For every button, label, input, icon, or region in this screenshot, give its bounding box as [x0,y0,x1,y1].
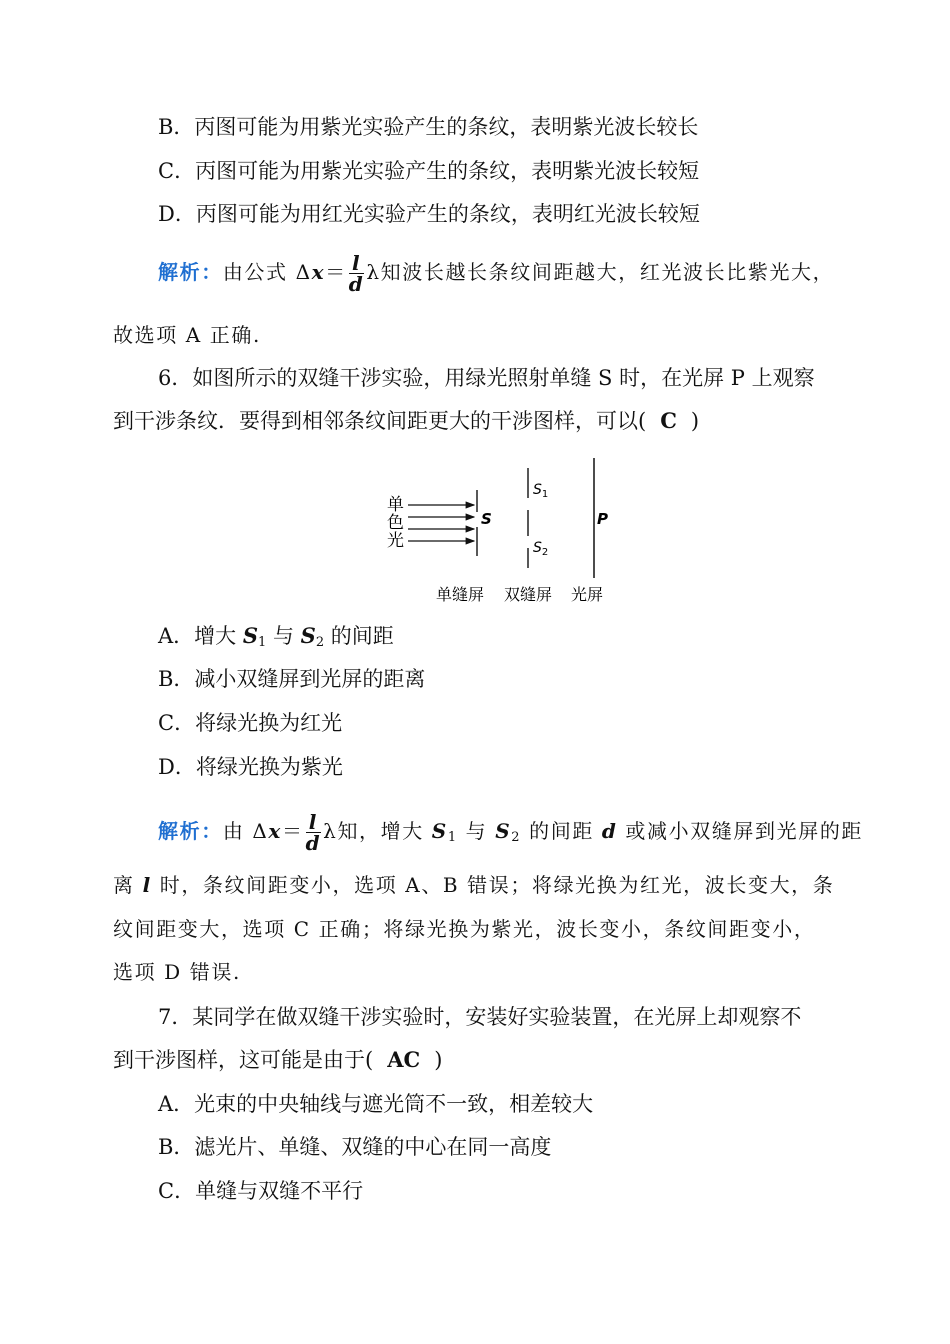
q7-option-c: C．单缝与双缝不平行 [158,1179,364,1203]
analysis-text: 由公式 Δ [222,260,312,284]
q6-analysis-line2 [113,870,834,900]
slit-s1-label: $S_1$ [533,482,549,500]
double-slit-diagram [370,452,620,612]
answer-choice: C [660,408,677,433]
q6-analysis-line3: 纹间距变大，选项 C 正确；将绿光换为紫光，波长变小，条纹间距变小， [113,917,816,941]
analysis-text: 时，条纹间距变小，选项 A、B 错误；将绿光换为红光，波长变大，条 [151,873,835,897]
light-label-char: 光 [387,531,404,551]
fraction-denominator: d [305,831,322,855]
analysis-text: 与 [457,819,496,843]
stem-text: 到干涉图样，这可能是由于( [113,1048,374,1072]
stem-text: 到干涉条纹．要得到相邻条纹间距更大的干涉图样，可以( [113,409,647,433]
option-text: A．增大 [158,624,243,648]
subscript: 2 [315,635,325,650]
analysis-text: 知波长越长条纹间距越大，红光波长比紫光大， [380,260,835,284]
analysis-label: 解析： [158,260,223,284]
fraction-l-over-d [306,812,322,853]
q7-option-b: B．滤光片、单缝、双缝的中心在同一高度 [158,1135,552,1159]
analysis-text: 由 Δ [222,819,269,843]
q6-option-b: B．减小双缝屏到光屏的距离 [158,667,426,691]
analysis-text: 知，增大 [337,819,432,843]
q6-analysis-line1 [158,812,863,853]
analysis-label: 解析： [158,819,223,843]
variable-d: d [601,819,618,843]
q7-stem-line1: 7．某同学在做双缝干涉实验时，安装好实验装置，在光屏上却观察不 [158,1005,802,1029]
q6-option-c: C．将绿光换为红光 [158,711,343,735]
variable-s: S [300,623,316,648]
variable-x: x [268,819,282,843]
subscript: 1 [447,830,458,845]
variable-s: S [495,819,512,843]
variable-s: S [242,623,259,648]
equals-sign: ＝ [325,260,347,284]
caption-single-slit: 单缝屏 [436,585,485,604]
lambda-symbol: λ [323,819,338,843]
equals-sign: ＝ [281,819,304,843]
caption-light-screen: 光屏 [571,585,604,604]
fraction-l-over-d [349,253,365,294]
screen-p-label: P [597,510,608,528]
q5-option-b: B．丙图可能为用紫光实验产生的条纹，表明紫光波长较长 [158,115,699,139]
variable-x: x [311,260,326,284]
option-text: 与 [266,624,301,648]
q5-analysis-line2: 故选项 A 正确. [113,323,261,347]
q5-option-c: C．丙图可能为用紫光实验产生的条纹，表明紫光波长较短 [158,159,700,183]
fraction-numerator: l [306,812,322,833]
stem-close: ) [690,409,700,433]
q5-option-d: D．丙图可能为用红光实验产生的条纹，表明红光波长较短 [158,202,700,226]
light-label-char: 色 [387,513,404,533]
variable-s: S [431,819,448,843]
fraction-denominator: d [348,272,365,296]
q6-option-a [158,621,394,658]
slit-s2-label: $S_2$ [533,540,549,558]
q6-analysis-line4: 选项 D 错误. [113,960,241,984]
lambda-symbol: λ [366,260,381,284]
stem-close: ) [434,1048,443,1072]
analysis-text: 的间距 [521,819,602,843]
variable-l: l [142,873,152,897]
slit-s-label: S [481,510,492,528]
subscript: 1 [258,635,267,650]
option-text: 的间距 [324,624,394,648]
q5-analysis-line1 [158,253,834,294]
caption-double-slit: 双缝屏 [504,585,553,604]
analysis-text: 或减小双缝屏到光屏的距 [617,819,864,843]
subscript: 2 [511,830,522,845]
q6-option-d: D．将绿光换为紫光 [158,755,343,779]
q7-stem-line2 [113,1045,442,1075]
q6-stem-line2 [113,406,699,436]
analysis-text: 离 [113,873,143,897]
q7-option-a: A．光束的中央轴线与遮光筒不一致，相差较大 [158,1092,594,1116]
light-label-char: 单 [387,495,404,515]
q6-stem-line1: 6．如图所示的双缝干涉实验，用绿光照射单缝 S 时，在光屏 P 上观察 [158,366,815,390]
fraction-numerator: l [349,253,365,274]
answer-choice: AC [387,1047,421,1072]
